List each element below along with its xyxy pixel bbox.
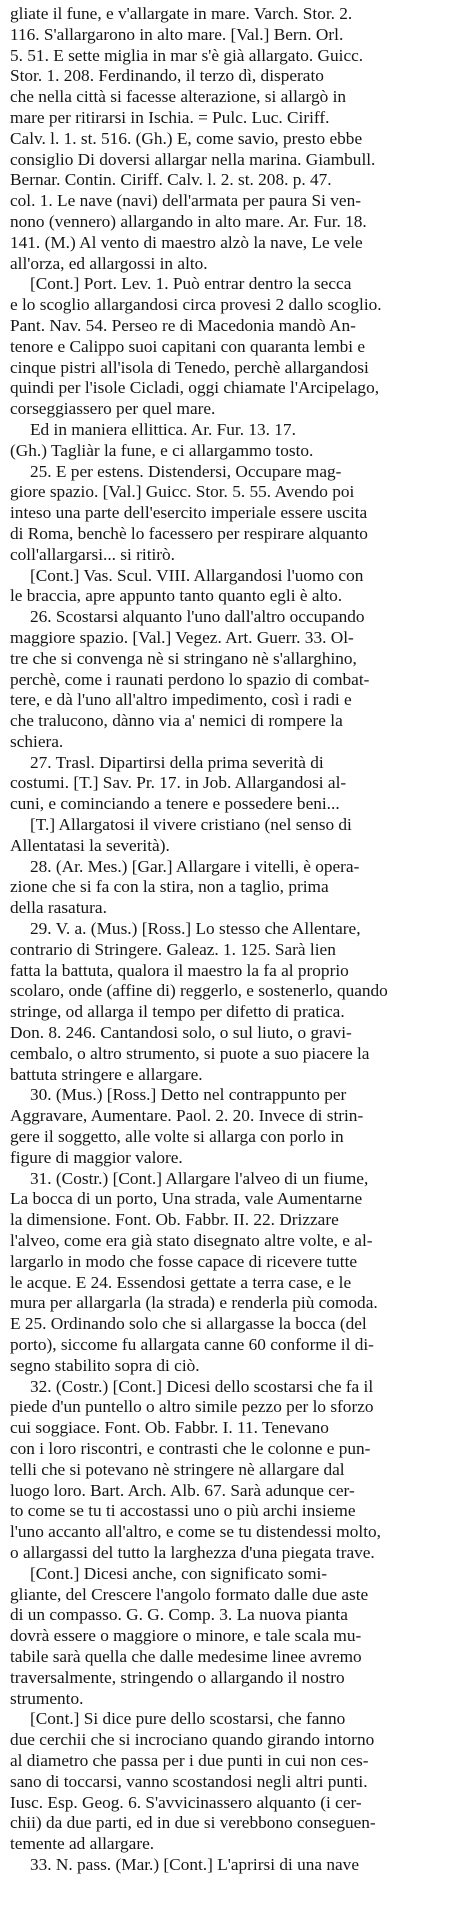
text-line: Calv. l. 1. st. 516. (Gh.) E, come savio, presto ebbe (10, 128, 363, 148)
text-line: la dimensione. Font. Ob. Fabbr. II. 22. Drizzare (10, 1210, 339, 1230)
text-line: La bocca di un porto, Una strada, vale Aumentarne (10, 1189, 363, 1209)
text-line: o allargassi del tutto la larghezza d'una piegata trave. (10, 1542, 375, 1562)
text-line: chii) da due parti, ed in due si verebbono conseguen- (10, 1813, 376, 1833)
text-line: cinque pistri all'isola di Tenedo, perchè allargandosi (10, 357, 369, 377)
text-line: 31. (Costr.) [Cont.] Allargare l'alveo di un fiume, (30, 1168, 369, 1188)
text-line: gliate il fune, e v'allargate in mare. Varch. Stor. 2. (10, 4, 353, 23)
text-line: contrario di Stringere. Galeaz. 1. 125. Sarà lien (10, 939, 336, 959)
text-line: le braccia, apre appunto tanto quanto egli è alto. (10, 586, 343, 606)
text-line: perchè, come i raunati perdono lo spazio di combat- (10, 669, 370, 689)
text-line: gliante, del Crescere l'angolo formato dalle due aste (10, 1584, 369, 1604)
text-line: gere il soggetto, alle volte si allarga con porlo in (10, 1127, 344, 1147)
text-line: stringe, od allarga il tempo per difetto di pratica. (10, 1002, 345, 1022)
text-line: battuta stringere e allargare. (10, 1064, 203, 1084)
text-line: della rasatura. (10, 898, 107, 918)
text-line: l'alveo, come era già stato disegnato altre volte, e al- (10, 1231, 373, 1251)
text-line: largarlo in modo che fosse capace di ricevere tutte (10, 1251, 358, 1271)
text-line: porto), siccome fu allargata canne 60 conforme il di- (10, 1335, 374, 1354)
text-line: 29. V. a. (Mus.) [Ross.] Lo stesso che Allentare, (30, 919, 361, 939)
text-line: fatta la battuta, qualora il maestro la fa al proprio (10, 960, 349, 980)
text-line: l'uno accanto all'altro, e come se tu distendessi molto, (10, 1522, 381, 1542)
text-line: cuni, e cominciando a tenere e possedere beni... (10, 794, 340, 814)
text-line: E 25. Ordinando solo che si allargasse la bocca (del (10, 1314, 367, 1334)
text-line: 30. (Mus.) [Ross.] Detto nel contrappunto per (30, 1085, 347, 1105)
text-line: tre che si convenga nè si stringano nè s'allarghino, (10, 648, 357, 668)
text-line: tenore e Calippo suoi capitani con quaranta lembi e (10, 336, 366, 356)
text-line: [Cont.] Si dice pure dello scostarsi, che fanno (30, 1709, 346, 1729)
text-line: telli che si potevano nè stringere nè allargare dal (10, 1459, 345, 1479)
text-line: Pant. Nav. 54. Perseo re di Macedonia mandò An- (10, 315, 356, 335)
text-line: inteso una parte dell'esercito imperiale essere uscita (10, 503, 368, 523)
text-line: piede d'un puntello o altro simile pezzo per lo sforzo (10, 1397, 374, 1417)
text-line: mare per ritirarsi in Ischia. = Pulc. Luc. Ciriff. (10, 107, 330, 127)
text-line: tere, e dà l'uno all'altro impedimento, così i radi e (10, 690, 352, 710)
text-line: traversalmente, stringendo o allargando il nostro (10, 1667, 345, 1687)
text-line: 33. N. pass. (Mar.) [Cont.] L'aprirsi di una nave (30, 1854, 359, 1874)
text-line: coll'allargarsi... si ritirò. (10, 544, 176, 564)
text-line: Iusc. Esp. Geog. 6. S'avvicinassero alquanto (i cer- (10, 1792, 362, 1812)
text-line: le acque. E 24. Essendosi gettate a terra case, e le (10, 1272, 352, 1292)
text-line: col. 1. Le nave (navi) dell'armata per paura Si ven- (10, 191, 361, 211)
text-line: con i loro riscontri, e contrasti che le colonne e pun- (10, 1438, 371, 1458)
text-line: [Cont.] Dicesi anche, con significato somi- (30, 1563, 328, 1583)
text-line: corseggiassero per quel mare. (10, 399, 216, 419)
text-line: mura per allargarla (la strada) e renderla più comoda. (10, 1293, 378, 1313)
text-line: Bernar. Contin. Ciriff. Calv. l. 2. st. 208. p. 47. (10, 170, 332, 190)
text-line: consiglio Di doversi allargar nella marina. Giambull. (10, 149, 376, 169)
text-line: [Cont.] Port. Lev. 1. Può entrar dentro la secca (30, 274, 352, 294)
text-line: Don. 8. 246. Cantandosi solo, o sul liuto, o gravi- (10, 1023, 352, 1043)
text-line: scolaro, onde (affine di) reggerlo, e sostenerlo, quando (10, 981, 388, 1001)
text-line: Allentatasi la severità). (10, 835, 170, 855)
text-line: Stor. 1. 208. Ferdinando, il terzo dì, disperato (10, 66, 324, 86)
text-line: 27. Trasl. Dipartirsi della prima severità di (30, 752, 324, 772)
text-line: di un compasso. G. G. Comp. 3. La nuova pianta (10, 1605, 348, 1625)
text-line: strumento. (10, 1688, 84, 1708)
text-line: 5. 51. E sette miglia in mar s'è già allargato. Guicc. (10, 45, 364, 65)
text-line: al diametro che passa per i due punti in cui non ces- (10, 1750, 369, 1770)
text-line: 141. (M.) Al vento di maestro alzò la nave, Le vele (10, 232, 363, 252)
text-line: 26. Scostarsi alquanto l'uno dall'altro occupando (30, 607, 365, 627)
text-line: Aggravare, Aumentare. Paol. 2. 20. Invece di strin- (10, 1106, 364, 1126)
text-line: segno stabilito sopra di ciò. (10, 1355, 200, 1375)
text-line: cui soggiace. Font. Ob. Fabbr. I. 11. Tenevano (10, 1418, 329, 1438)
text-line: maggiore spazio. [Val.] Vegez. Art. Guerr. 33. Ol- (10, 627, 354, 647)
text-line: to come se tu ti accostassi uno o più archi insieme (10, 1501, 356, 1521)
text-line: sano di toccarsi, vanno scostandosi negli altri punti. (10, 1771, 368, 1791)
text-line: quindi per l'isole Cicladi, oggi chiamate l'Arcipelago, (10, 378, 380, 398)
text-line: tabile sarà quella che dalle medesime linee avremo (10, 1646, 362, 1666)
text-line: due cerchii che si incrociano quando girando intorno (10, 1730, 375, 1750)
text-line: che nella città si facesse alterazione, si allargò in (10, 87, 347, 107)
text-line: nono (vennero) allargando in alto mare. Ar. Fur. 18. (10, 211, 367, 231)
text-line: Ed in maniera ellittica. Ar. Fur. 13. 17. (30, 419, 296, 439)
text-line: luogo loro. Bart. Arch. Alb. 67. Sarà adunque cer- (10, 1480, 355, 1500)
text-line: figure di maggior valore. (10, 1147, 183, 1167)
text-line: schiera. (10, 731, 64, 751)
text-line: giore spazio. [Val.] Guicc. Stor. 5. 55. Avendo poi (10, 482, 355, 502)
text-line: che tralucono, dànno via a' nemici di rompere la (10, 711, 343, 731)
text-line: e lo scoglio allargandosi circa provesi 2 dallo scoglio. (10, 295, 382, 315)
text-line: 25. E per estens. Distendersi, Occupare mag- (30, 461, 342, 481)
text-line: 28. (Ar. Mes.) [Gar.] Allargare i vitelli, è opera- (30, 856, 360, 876)
text-line: [Cont.] Vas. Scul. VIII. Allargandosi l'uomo con (30, 565, 364, 585)
text-line: dovrà essere o maggiore o minore, e tale scala mu- (10, 1626, 362, 1646)
text-line: costumi. [T.] Sav. Pr. 17. in Job. Allargandosi al- (10, 773, 347, 793)
text-line: 116. S'allargarono in alto mare. [Val.] Bern. Orl. (10, 24, 344, 44)
text-line: temente ad allargare. (10, 1834, 155, 1854)
text-line: zione che si fa con la stira, non a taglio, prima (10, 877, 329, 897)
text-line: cembalo, o altro strumento, si puote a suo piacere la (10, 1043, 370, 1063)
text-line: [T.] Allargatosi il vivere cristiano (nel senso di (30, 815, 352, 835)
text-line: all'orza, ed allargossi in alto. (10, 253, 208, 273)
text-line: 32. (Costr.) [Cont.] Dicesi dello scostarsi che fa il (30, 1376, 374, 1396)
text-line: di Roma, benchè lo facessero per respirare alquanto (10, 523, 368, 543)
text-line: (Gh.) Tagliàr la fune, e ci allargammo tosto. (10, 440, 314, 460)
